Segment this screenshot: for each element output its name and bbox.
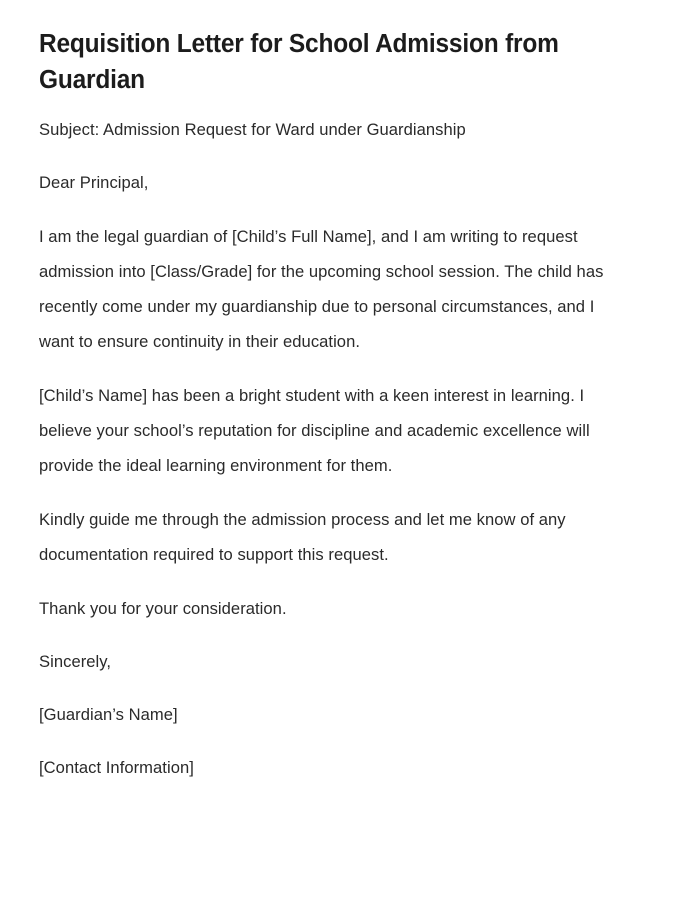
page-title: Requisition Letter for School Admission from Guardian [39,30,559,94]
closing-salutation: Sincerely, [39,652,112,671]
body-paragraph-2: [Child’s Name] has been a bright student with a keen interest in learning. I believe your school’s reputation for discipline and academic excellence will provide the ideal learning environment for them. [39,386,590,475]
signature-name: [Guardian’s Name] [39,705,178,724]
signature-contact: [Contact Information] [39,758,194,777]
closing-thanks: Thank you for your consideration. [39,599,287,618]
subject-line: Subject: Admission Request for Ward under Guardianship [39,120,466,139]
body-paragraph-1: I am the legal guardian of [Child’s Full Name], and I am writing to request admission into [Class/Grade] for the upcoming school session. The child has recently come under my guardianship due to personal circumstances, and I want to ensure continuity in their education. [39,227,604,351]
letter-body [39,112,630,785]
salutation: Dear Principal, [39,173,149,192]
body-paragraph-3: Kindly guide me through the admission process and let me know of any documentation required to support this request. [39,510,566,564]
